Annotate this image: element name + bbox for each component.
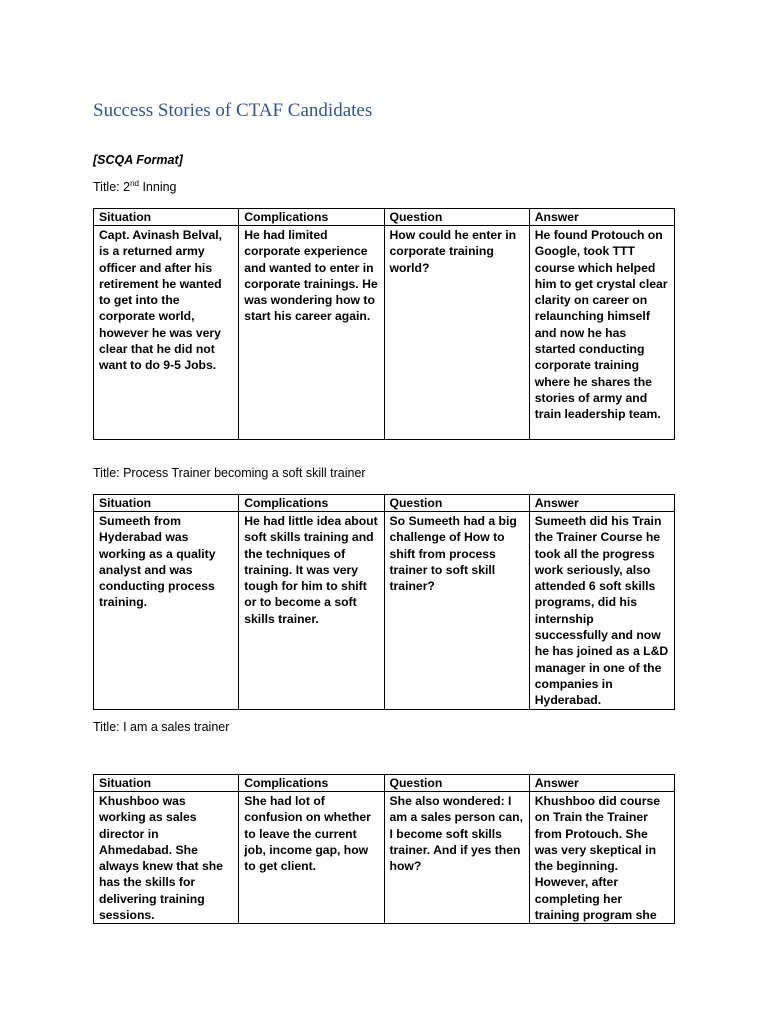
situation-cell: Sumeeth from Hyderabad was working as a quality analyst and was conducting process training. xyxy=(94,512,239,710)
header-answer: Answer xyxy=(529,495,674,512)
header-question: Question xyxy=(384,495,529,512)
table-header-row xyxy=(94,495,675,512)
complications-cell: She had lot of confusion on whether to leave the current job, income gap, how to get client. xyxy=(239,792,384,924)
header-question: Question xyxy=(384,775,529,792)
table-header-row xyxy=(94,209,675,226)
complications-cell: He had limited corporate experience and wanted to enter in corporate trainings. He was wondering how to start his career again. xyxy=(239,226,384,440)
header-complications: Complications xyxy=(239,775,384,792)
story-title-2: Title: Process Trainer becoming a soft skill trainer xyxy=(93,466,366,480)
format-label: [SCQA Format] xyxy=(93,153,183,167)
story-title-1-prefix: Title: 2 xyxy=(93,180,131,194)
story-title-1-superscript: nd xyxy=(130,178,139,188)
table-row xyxy=(94,792,675,924)
question-cell: She also wondered: I am a sales person can, I become soft skills trainer. And if yes then how? xyxy=(384,792,529,924)
question-cell: How could he enter in corporate training world? xyxy=(384,226,529,440)
situation-cell: Capt. Avinash Belval, is a returned army officer and after his retirement he wanted to get into the corporate world, however he was very clear that he did not want to do 9-5 Jobs. xyxy=(94,226,239,440)
answer-cell: Khushboo did course on Train the Trainer from Protouch. She was very skeptical in the beginning. However, after completing her training program she xyxy=(529,792,674,924)
header-complications: Complications xyxy=(239,495,384,512)
header-answer: Answer xyxy=(529,775,674,792)
story-title-3: Title: I am a sales trainer xyxy=(93,720,230,734)
document-title: Success Stories of CTAF Candidates xyxy=(93,100,373,121)
story-table-3 xyxy=(93,774,675,924)
table-row xyxy=(94,226,675,440)
header-situation: Situation xyxy=(94,495,239,512)
header-complications: Complications xyxy=(239,209,384,226)
header-situation: Situation xyxy=(94,775,239,792)
table-row xyxy=(94,512,675,710)
question-cell: So Sumeeth had a big challenge of How to shift from process trainer to soft skill trainer? xyxy=(384,512,529,710)
story-title-1-suffix: Inning xyxy=(138,180,177,194)
answer-cell: He found Protouch on Google, took TTT course which helped him to get crystal clear clarity on career on relaunching himself and now he has started conducting corporate training where he shares the stories of army and train leadership team. xyxy=(529,226,674,440)
header-situation: Situation xyxy=(94,209,239,226)
header-question: Question xyxy=(384,209,529,226)
complications-cell: He had little idea about soft skills training and the techniques of training. It was very tough for him to shift or to become a soft skills trainer. xyxy=(239,512,384,710)
story-title-1 xyxy=(93,180,177,194)
situation-cell: Khushboo was working as sales director in Ahmedabad. She always knew that she has the skills for delivering training sessions. xyxy=(94,792,239,924)
header-answer: Answer xyxy=(529,209,674,226)
story-table-1 xyxy=(93,208,675,440)
table-header-row xyxy=(94,775,675,792)
answer-cell: Sumeeth did his Train the Trainer Course he took all the progress work seriously, also attended 6 soft skills programs, did his internship successfully and now he has joined as a L&D manager in one of the companies in Hyderabad. xyxy=(529,512,674,710)
story-table-2 xyxy=(93,494,675,710)
